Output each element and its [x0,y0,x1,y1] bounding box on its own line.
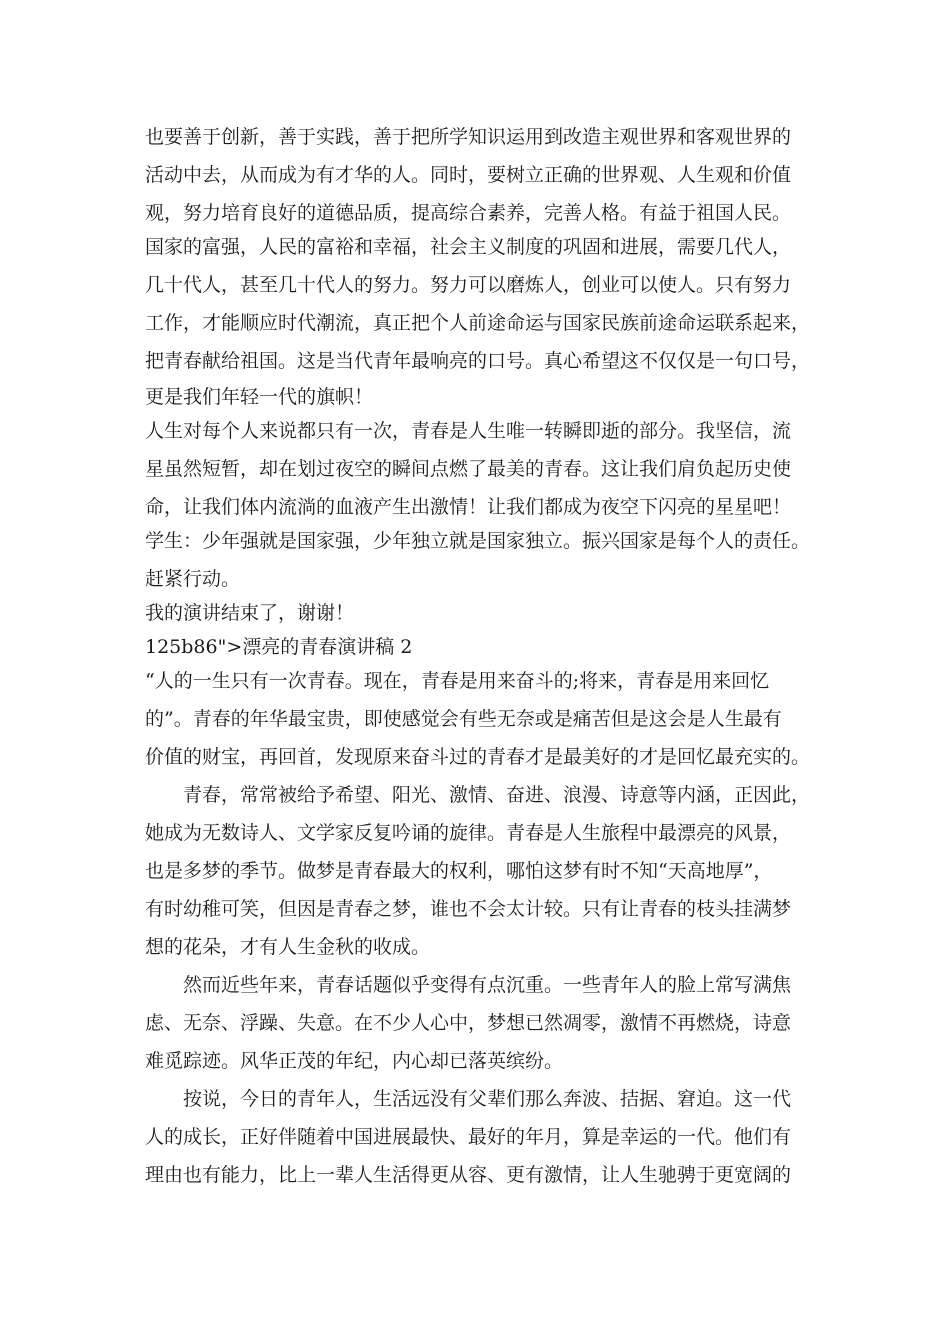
text-line: 我的演讲结束了，谢谢！ [145,602,355,624]
text-line: 命，让我们体内流淌的血液产生出激情！让我们都成为夜空下闪亮的星星吧！ [145,496,792,518]
text-line: 把青春献给祖国。这是当代青年最响亮的口号。真心希望这不仅仅是一句口号， [145,350,811,372]
text-line: 人的成长，正好伴随着中国进展最快、最好的年月，算是幸运的一代。他们有 [145,1126,792,1148]
text-line: 虑、无奈、浮躁、失意。在不少人心中，梦想已然凋零，激情不再燃烧，诗意 [145,1012,792,1034]
text-line: “人的一生只有一次青春。现在，青春是用来奋斗的;将来，青春是用来回忆 [145,670,770,692]
text-line: 工作，才能顺应时代潮流，真正把个人前途命运与国家民族前途命运联系起来， [145,312,811,334]
text-line: 然而近些年来，青春话题似乎变得有点沉重。一些青年人的脸上常写满焦 [183,974,792,996]
text-line: 学生：少年强就是国家强，少年独立就是国家独立。振兴国家是每个人的责任。 [145,530,811,552]
text-line: 几十代人，甚至几十代人的努力。努力可以磨炼人，创业可以使人。只有努力 [145,274,792,296]
text-line: 观，努力培育良好的道德品质，提高综合素养，完善人格。有益于祖国人民。 [145,202,792,224]
text-line: 想的花朵，才有人生金秋的收成。 [145,936,431,958]
text-line: 的”。青春的年华最宝贵，即使感觉会有些无奈或是痛苦但是这会是人生最有 [145,708,782,730]
text-line: 国家的富强，人民的富裕和幸福，社会主义制度的巩固和进展，需要几代人， [145,236,792,258]
text-line: 更是我们年轻一代的旗帜！ [145,386,374,408]
text-line: 也要善于创新，善于实践，善于把所学知识运用到改造主观世界和客观世界的 [145,126,792,148]
text-line: 理由也有能力，比上一辈人生活得更从容、更有激情，让人生驰骋于更宽阔的 [145,1164,792,1186]
text-line: 有时幼稚可笑，但因是青春之梦，谁也不会太计较。只有让青春的枝头挂满梦 [145,898,792,920]
text-line: 按说，今日的青年人，生活远没有父辈们那么奔波、拮据、窘迫。这一代 [183,1088,792,1110]
text-line: 赶紧行动。 [145,568,241,590]
text-line: 人生对每个人来说都只有一次，青春是人生唯一转瞬即逝的部分。我坚信，流 [145,420,792,442]
text-line: 也是多梦的季节。做梦是青春最大的权利，哪怕这梦有时不知“天高地厚”， [145,860,773,882]
text-line: 星虽然短暂，却在划过夜空的瞬间点燃了最美的青春。这让我们肩负起历史使 [145,458,792,480]
section-heading: 125b86">漂亮的青春演讲稿 2 [145,636,413,658]
text-line: 价值的财宝，再回首，发现原来奋斗过的青春才是最美好的才是回忆最充实的。 [145,746,811,768]
text-line: 活动中去，从而成为有才华的人。同时，要树立正确的世界观、人生观和价值 [145,164,792,186]
text-line: 青春，常常被给予希望、阳光、激情、奋进、浪漫、诗意等内涵，正因此， [183,784,811,806]
text-line: 她成为无数诗人、文学家反复吟诵的旋律。青春是人生旅程中最漂亮的风景， [145,822,792,844]
text-line: 难觅踪迹。风华正茂的年纪，内心却已落英缤纷。 [145,1050,564,1072]
